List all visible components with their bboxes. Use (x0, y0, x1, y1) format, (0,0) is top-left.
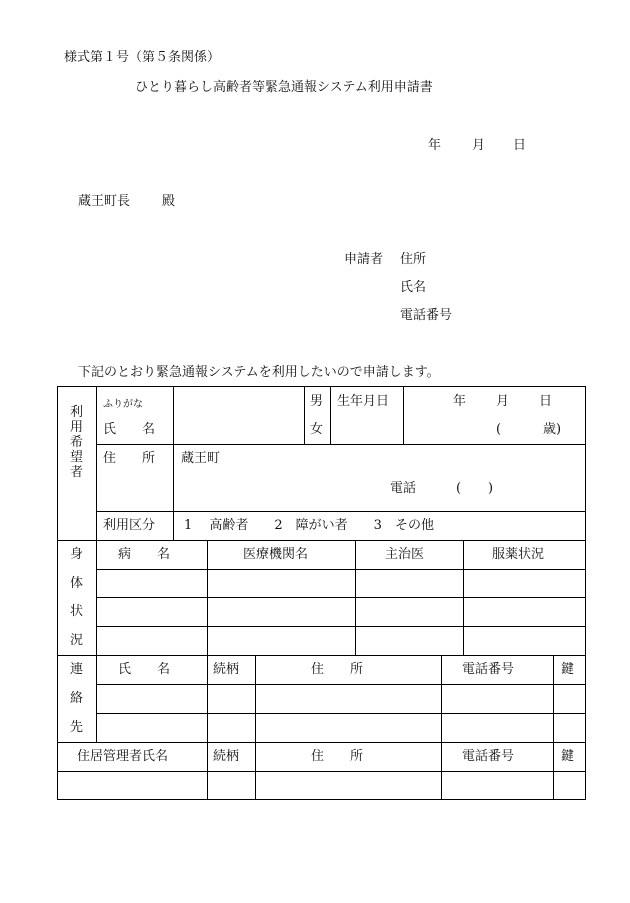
grid-line (96, 626, 586, 627)
table-border-left (57, 386, 58, 800)
sex-male[interactable]: 男 (310, 394, 324, 409)
side-label-char: 況 (70, 633, 84, 648)
addressee: 蔵王町長 (78, 194, 131, 209)
age-close-label: 歳) (543, 422, 562, 437)
user-address-value: 蔵王町 (181, 451, 221, 466)
table-border-right (585, 386, 586, 800)
grid-line (173, 386, 174, 540)
grid-line (96, 540, 97, 656)
manager-header-key: 鍵 (561, 749, 575, 764)
contact-header-relation: 続柄 (213, 662, 240, 677)
grid-line (304, 386, 305, 444)
applicant-phone-label: 電話番号 (400, 308, 453, 323)
side-label-char: 望 (70, 450, 84, 465)
birth-day-label: 日 (539, 394, 553, 409)
applicant-label: 申請者 (344, 252, 384, 267)
grid-line (96, 655, 97, 742)
manager-header-address: 住 所 (311, 749, 364, 764)
phone-close-paren: ) (488, 481, 494, 496)
grid-line (96, 684, 586, 685)
applicant-address-label: 住所 (400, 252, 427, 267)
date-day: 日 (513, 138, 527, 153)
manager-header-phone: 電話番号 (462, 749, 515, 764)
date-month: 月 (472, 138, 486, 153)
age-open-paren: ( (496, 422, 502, 437)
health-header-doctor: 主治医 (385, 547, 425, 562)
contact-header-address: 住 所 (311, 662, 364, 677)
usage-category-label: 利用区分 (103, 518, 156, 533)
side-label-char: 状 (70, 604, 84, 619)
side-label-char: 者 (70, 465, 84, 480)
user-address-label: 住 所 (103, 451, 156, 466)
applicant-name-label: 氏名 (400, 280, 427, 295)
phone-open-paren: ( (456, 481, 462, 496)
side-label-char: 身 (70, 547, 84, 562)
side-label-char: 先 (70, 720, 84, 735)
grid-line (96, 713, 586, 714)
birth-date-label: 生年月日 (337, 394, 390, 409)
grid-line (355, 540, 356, 656)
health-header-medication: 服薬状況 (492, 547, 545, 562)
grid-line (96, 511, 586, 512)
document-title: ひとり暮らし高齢者等緊急通報システム利用申請書 (135, 80, 433, 95)
side-label-char: 用 (70, 420, 84, 435)
health-header-hospital: 医療機関名 (243, 547, 309, 562)
form-number: 様式第１号（第５条関係） (64, 50, 221, 65)
grid-line (403, 386, 404, 444)
grid-line (57, 742, 586, 743)
manager-header-relation: 続柄 (213, 749, 240, 764)
table-border-bottom (57, 799, 586, 800)
grid-line (553, 655, 554, 800)
contact-header-phone: 電話番号 (462, 662, 515, 677)
grid-line (441, 655, 442, 800)
honorific: 殿 (162, 194, 176, 209)
side-label-char: 希 (70, 435, 84, 450)
side-label-char: 利 (70, 405, 84, 420)
intro-text: 下記のとおり緊急通報システムを利用したいので申請します。 (78, 365, 440, 380)
sex-female[interactable]: 女 (310, 422, 324, 437)
contact-header-name: 氏 名 (118, 662, 171, 677)
grid-line (463, 540, 464, 656)
grid-line (96, 444, 586, 445)
birth-month-label: 月 (496, 394, 510, 409)
date-year: 年 (428, 138, 442, 153)
birth-year-label: 年 (453, 394, 467, 409)
grid-line (255, 655, 256, 800)
grid-line (207, 540, 208, 656)
health-header-disease: 病 名 (118, 547, 171, 562)
side-label-char: 絡 (70, 691, 84, 706)
grid-line (330, 386, 331, 444)
grid-line (96, 597, 586, 598)
grid-line (207, 655, 208, 800)
contact-header-key: 鍵 (561, 662, 575, 677)
grid-line (57, 655, 586, 656)
usage-category-options: 1 高齢者 2 障がい者 3 その他 (184, 518, 434, 533)
user-name-label: 氏 名 (103, 422, 156, 437)
grid-line (96, 386, 97, 540)
table-border-top (57, 386, 586, 387)
grid-line (57, 771, 586, 772)
user-phone-label: 電話 (390, 481, 417, 496)
grid-line (96, 569, 586, 570)
grid-line (57, 540, 586, 541)
manager-header-name: 住居管理者氏名 (77, 749, 169, 764)
side-label-char: 体 (70, 576, 84, 591)
furigana-label: ふりがな (103, 399, 143, 410)
side-label-char: 連 (70, 662, 84, 677)
